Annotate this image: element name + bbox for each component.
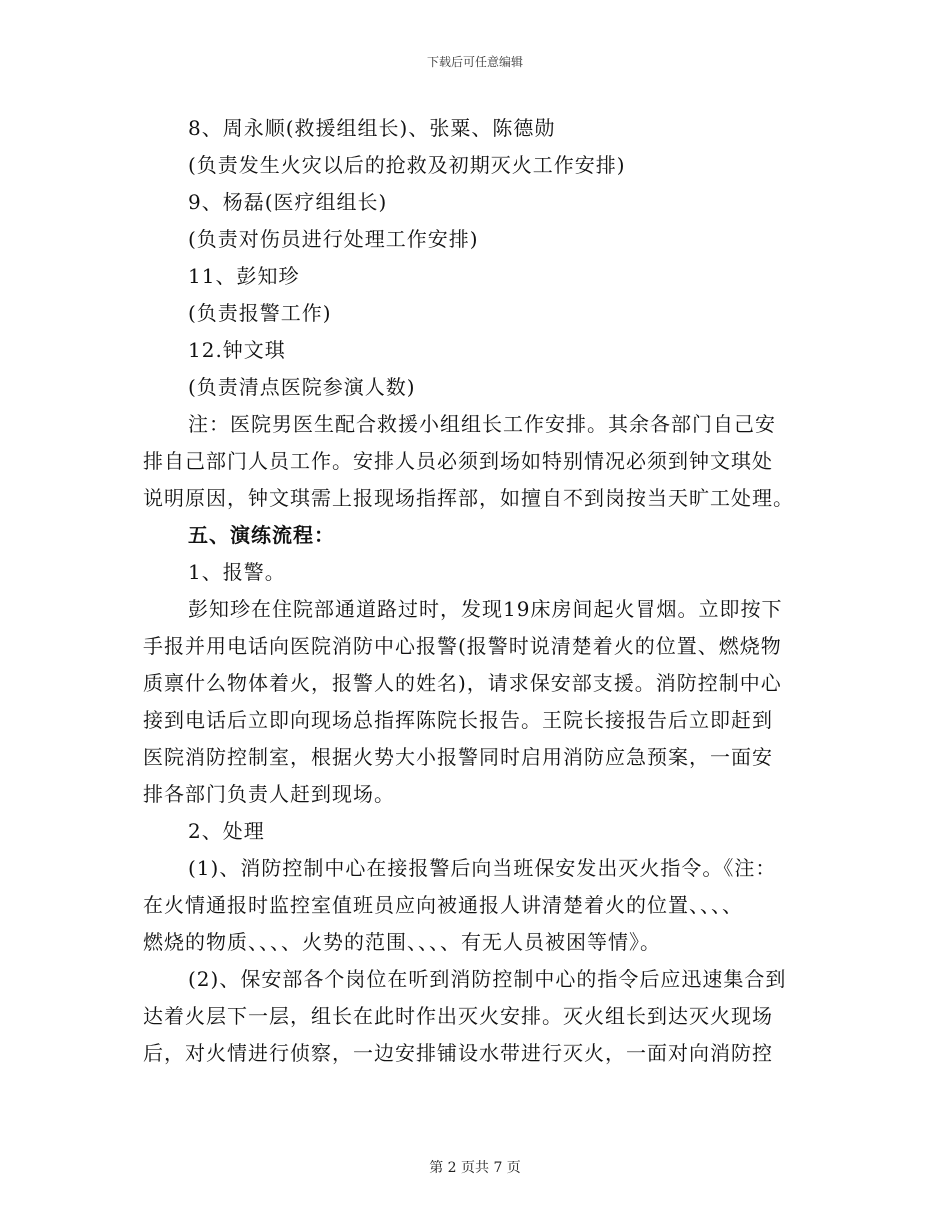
text-line: 9、杨磊(医疗组组长) xyxy=(188,190,388,214)
page-header: 下载后可任意编辑 xyxy=(426,55,523,69)
text-line: (负责发生火灾以后的抢救及初期灭火工作安排) xyxy=(188,153,626,177)
paragraph-line: 接到电话后立即向现场总指挥陈院长报告。王院长接报告后立即赶到 xyxy=(143,708,773,732)
text-line: (负责对伤员进行处理工作安排) xyxy=(188,227,479,251)
paragraph-line: 医院消防控制室，根据火势大小报警同时启用消防应急预案，一面安 xyxy=(143,745,773,769)
paragraph-line: (1)、消防控制中心在接报警后向当班保安发出灭火指令。《注： xyxy=(188,856,777,880)
text-line: 11、彭知珍 xyxy=(188,264,300,288)
paragraph-line: 彭知珍在住院部通道路过时，发现19床房间起火冒烟。立即按下 xyxy=(188,597,783,621)
paragraph-line: 排各部门负责人赶到现场。 xyxy=(143,782,395,806)
text-line: 12.钟文琪 xyxy=(188,338,286,362)
subheading: 2、处理 xyxy=(188,819,265,843)
text-line: 8、周永顺(救援组组长)、张粟、陈德勋 xyxy=(188,116,556,140)
page-footer: 第 2 页共 7 页 xyxy=(429,1160,521,1176)
paragraph-line: 达着火层下一层，组长在此时作出灭火安排。灭火组长到达灭火现场 xyxy=(143,1004,773,1028)
section-heading: 五、演练流程： xyxy=(188,523,335,547)
text-line: (负责报警工作) xyxy=(188,301,332,325)
paragraph-line: (2)、保安部各个岗位在听到消防控制中心的指令后应迅速集合到 xyxy=(188,967,787,991)
paragraph-line: 手报并用电话向医院消防中心报警(报警时说清楚着火的位置、燃烧物 xyxy=(143,634,782,658)
document-body xyxy=(143,110,810,1072)
subheading: 1、报警。 xyxy=(188,560,286,584)
paragraph-line: 质禀什么物体着火，报警人的姓名)，请求保安部支援。消防控制中心 xyxy=(143,671,782,695)
text-line: (负责清点医院参演人数) xyxy=(188,375,416,399)
paragraph-line: 说明原因，钟文琪需上报现场指挥部，如擅自不到岗按当天旷工处理。 xyxy=(143,486,794,510)
paragraph-line: 燃烧的物质、、、、火势的范围、、、、有无人员被困等情》。 xyxy=(143,930,661,954)
paragraph-line: 在火情通报时监控室值班员应向被通报人讲清楚着火的位置、、、、 xyxy=(143,893,743,917)
paragraph-line: 注：医院男医生配合救援小组组长工作安排。其余各部门自己安 xyxy=(188,412,776,436)
paragraph-line: 排自己部门人员工作。安排人员必须到场如特别情况必须到钟文琪处 xyxy=(143,449,773,473)
paragraph-line: 后，对火情进行侦察，一边安排铺设水带进行灭火，一面对向消防控 xyxy=(143,1041,773,1065)
